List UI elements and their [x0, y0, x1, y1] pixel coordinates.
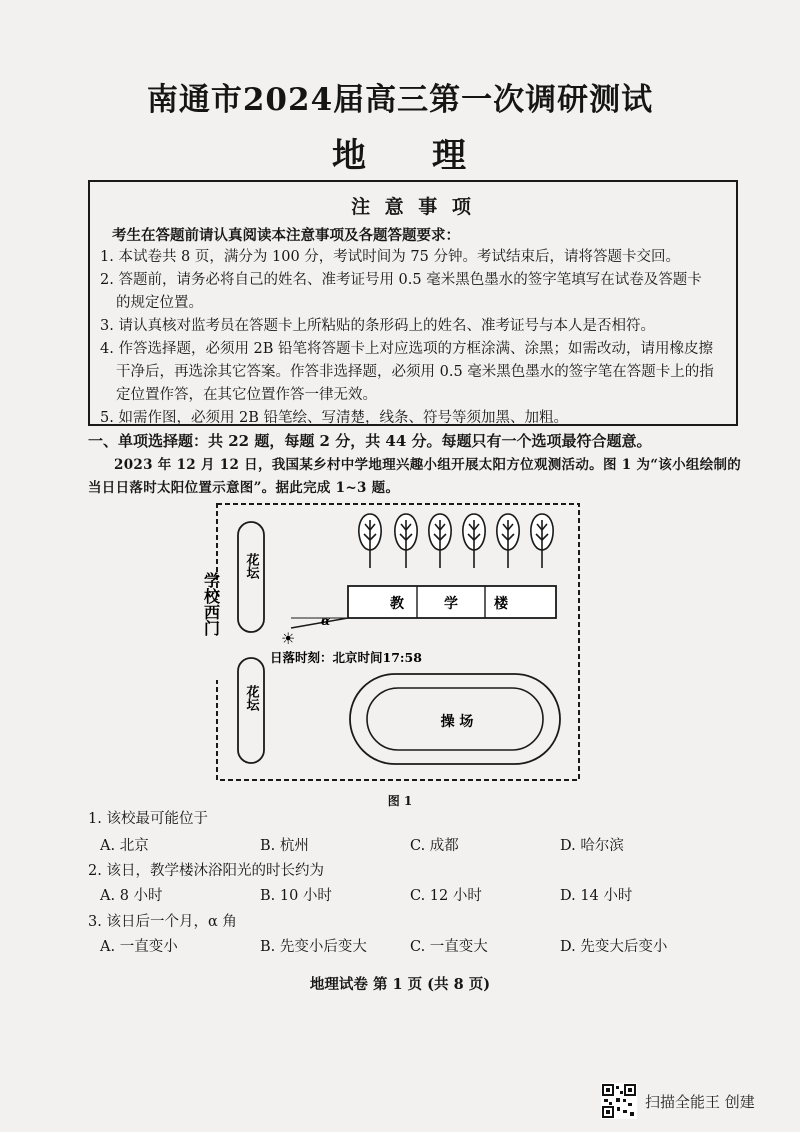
watermark-text: 扫描全能王 创建 [645, 1092, 755, 1111]
subject-char-1: 地 [332, 136, 368, 176]
tree [395, 514, 417, 568]
question-1-options [100, 834, 740, 854]
notice-list [100, 246, 730, 430]
qr-code-icon [601, 1083, 637, 1119]
question-2-options [100, 884, 740, 904]
playground-label: 操 场 [440, 714, 474, 730]
q1-option-d: D. 哈尔滨 [560, 838, 624, 854]
q3-option-c: C. 一直变大 [410, 939, 488, 955]
building-char-1: 教 [390, 596, 404, 612]
tree [531, 514, 553, 568]
alpha-angle-label: α [321, 614, 331, 628]
building-char-2: 学 [444, 596, 458, 612]
notice-item-4-cont2: 定位置作答，在其它位置作答一律无效。 [116, 387, 377, 403]
notice-box [88, 180, 738, 426]
tree [359, 514, 381, 568]
q2-option-d: D. 14 小时 [560, 888, 633, 904]
notice-item-5: 5. 如需作图，必须用 2B 铅笔绘、写清楚，线条、符号等须加黑、加粗。 [100, 410, 569, 426]
question-passage: 2023 年 12 月 12 日，我国某乡村中学地理兴趣小组开展太阳方位观测活动。图 1 为“该小组绘制的当日日落时太阳位置示意图”。据此完成 1~3 题。 [88, 457, 742, 496]
west-gate-label: 学校西门 [201, 572, 221, 636]
notice-item-4-cont: 干净后，再选涂其它答案。作答非选择题，必须用 0.5 毫米黑色墨水的签字笔在答题卡上的指 [116, 364, 714, 380]
q3-option-b: B. 先变小后变大 [260, 939, 367, 955]
flowerbed-bottom-label: 花坛 [243, 685, 259, 711]
question-2-stem: 2. 该日，教学楼沐浴阳光的时长约为 [88, 863, 324, 879]
tree [497, 514, 519, 568]
tree [463, 514, 485, 568]
exam-title: 南通市2024届高三第一次调研测试 [146, 82, 654, 118]
q2-option-a: A. 8 小时 [100, 888, 163, 904]
notice-item-3: 3. 请认真核对监考员在答题卡上所粘贴的条形码上的姓名、准考证号与本人是否相符。 [100, 318, 655, 334]
notice-item-2: 2. 答题前，请务必将自己的姓名、准考证号用 0.5 毫米黑色墨水的签字笔填写在试卷及答题卡 [100, 272, 702, 288]
question-3-stem: 3. 该日后一个月，α 角 [88, 914, 237, 930]
q1-option-c: C. 成都 [410, 838, 459, 854]
q2-option-c: C. 12 小时 [410, 888, 482, 904]
flowerbed-top-label: 花坛 [243, 553, 259, 579]
tree [429, 514, 451, 568]
notice-title: 注 意 事 项 [351, 196, 475, 218]
q1-option-a: A. 北京 [100, 838, 149, 854]
subject-title [0, 128, 800, 177]
q3-option-d: D. 先变大后变小 [560, 939, 668, 955]
figure-1-sunset-diagram [195, 500, 595, 790]
subject-char-2: 理 [432, 136, 468, 176]
sun-ray-line [291, 618, 348, 628]
sun-icon: ☀ [281, 629, 296, 648]
tree-row [359, 514, 553, 568]
notice-item-2-cont: 的规定位置。 [116, 295, 203, 311]
notice-item-1: 1. 本试卷共 8 页，满分为 100 分，考试时间为 75 分钟。考试结束后，请将答题卡交回。 [100, 249, 680, 265]
question-1-stem: 1. 该校最可能位于 [88, 811, 208, 827]
sunset-time-label: 日落时刻：北京时间17:58 [270, 650, 422, 665]
section-heading: 一、单项选择题：共 22 题，每题 2 分，共 44 分。每题只有一个选项最符合题意。 [88, 432, 652, 450]
q2-option-b: B. 10 小时 [260, 888, 332, 904]
q1-option-b: B. 杭州 [260, 838, 309, 854]
notice-intro: 考生在答题前请认真阅读本注意事项及各题答题要求： [112, 227, 460, 244]
question-3-options [100, 935, 740, 955]
building-char-3: 楼 [494, 596, 508, 612]
q3-option-a: A. 一直变小 [100, 939, 178, 955]
figure-caption: 图 1 [387, 794, 413, 808]
notice-item-4: 4. 作答选择题，必须用 2B 铅笔将答题卡上对应选项的方框涂满、涂黑；如需改动，请用橡皮擦 [100, 341, 714, 357]
scanner-watermark [601, 1082, 755, 1120]
page-footer: 地理试卷 第 1 页 (共 8 页) [309, 976, 491, 993]
